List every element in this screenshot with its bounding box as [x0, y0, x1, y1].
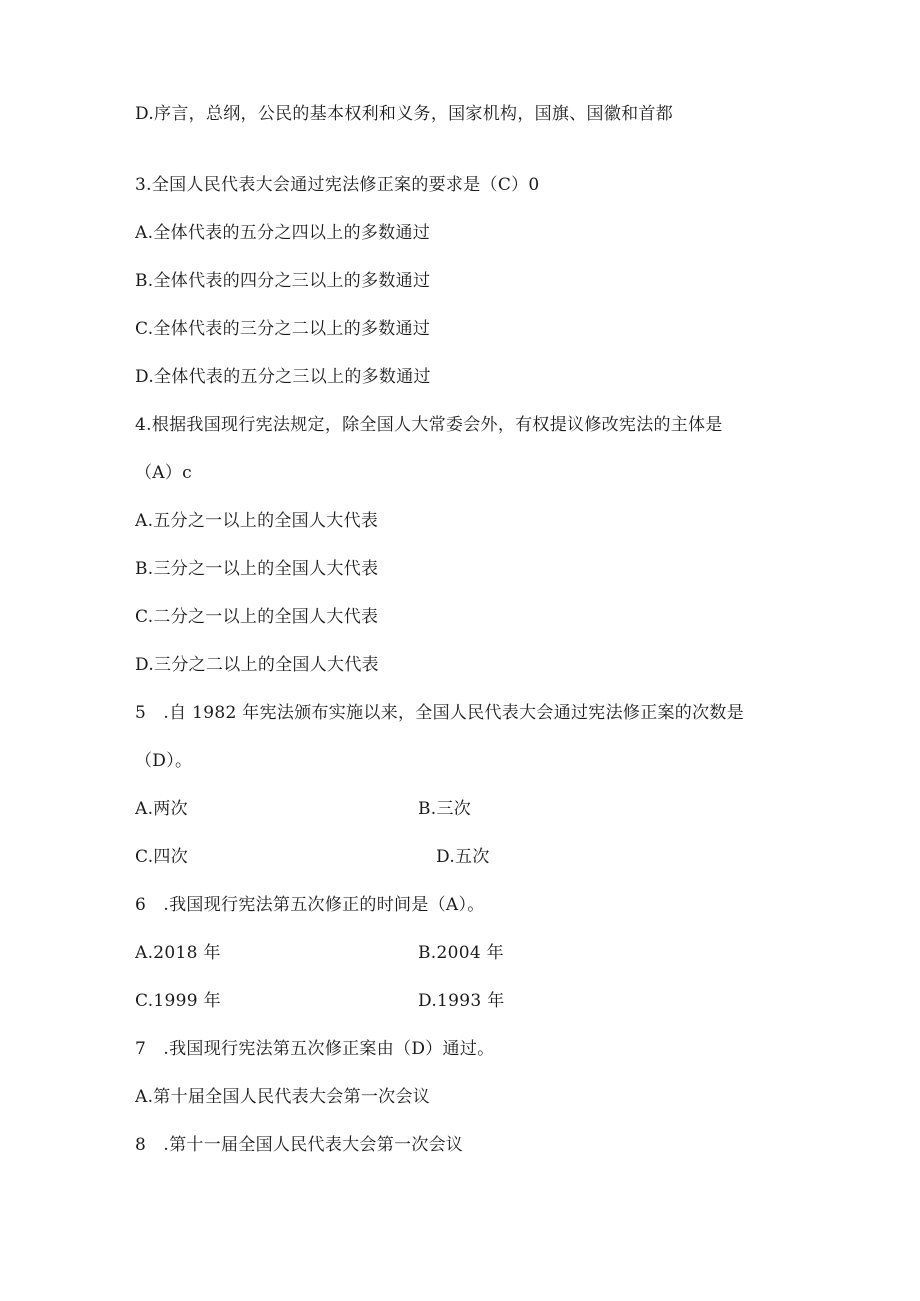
- option-b-q3: B.全体代表的四分之三以上的多数通过: [135, 271, 431, 291]
- option-a-q4: A.五分之一以上的全国人大代表: [135, 511, 379, 531]
- option-a-q6: A.2018 年: [135, 943, 221, 963]
- option-d-q5: D.五次: [436, 847, 490, 867]
- question-6: 6 .我国现行宪法第五次修正的时间是（A）。: [135, 895, 485, 915]
- option-c-q5: C.四次: [135, 847, 189, 867]
- option-b-q5: B.三次: [418, 799, 472, 819]
- question-7: 7 .我国现行宪法第五次修正案由（D）通过。: [135, 1039, 495, 1059]
- option-a-q3: A.全体代表的五分之四以上的多数通过: [135, 223, 431, 243]
- option-d-q4: D.三分之二以上的全国人大代表: [135, 655, 379, 675]
- option-d-q6: D.1993 年: [418, 991, 505, 1011]
- option-a-q7: A.第十届全国人民代表大会第一次会议: [135, 1087, 431, 1107]
- question-5: 5 .自 1982 年宪法颁布实施以来，全国人民代表大会通过宪法修正案的次数是: [135, 703, 744, 723]
- option-c-q4: C.二分之一以上的全国人大代表: [135, 607, 379, 627]
- option-d-q2: D.序言，总纲，公民的基本权利和义务，国家机构，国旗、国徽和首都: [135, 104, 674, 124]
- question-3: 3.全国人民代表大会通过宪法修正案的要求是（C）0: [135, 175, 540, 195]
- question-4: 4.根据我国现行宪法规定，除全国人大常委会外，有权提议修改宪法的主体是: [135, 415, 723, 435]
- option-b-q4: B.三分之一以上的全国人大代表: [135, 559, 379, 579]
- question-4-answer: （A）c: [135, 463, 192, 483]
- option-d-q3: D.全体代表的五分之三以上的多数通过: [135, 367, 431, 387]
- option-c-q6: C.1999 年: [135, 991, 221, 1011]
- question-5-answer: （D）。: [135, 751, 193, 771]
- question-8: 8 .第十一届全国人民代表大会第一次会议: [135, 1135, 464, 1155]
- option-a-q5: A.两次: [135, 799, 188, 819]
- option-b-q6: B.2004 年: [418, 943, 504, 963]
- option-c-q3: C.全体代表的三分之二以上的多数通过: [135, 319, 431, 339]
